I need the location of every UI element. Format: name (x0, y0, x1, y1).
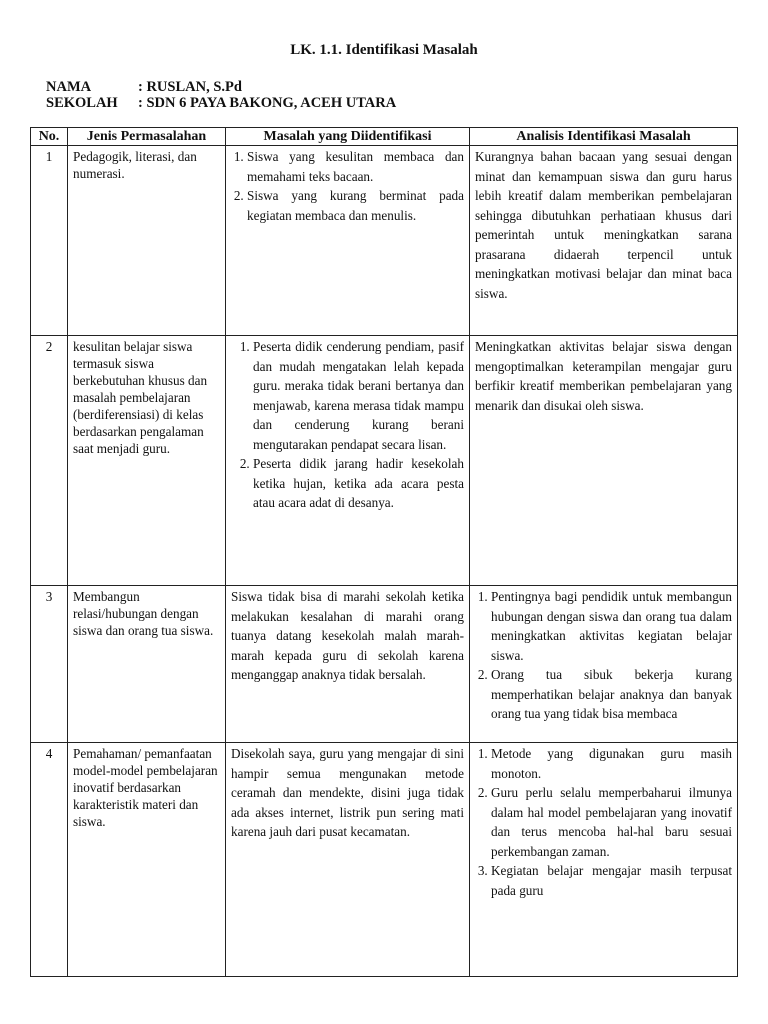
jenis-cell: Pedagogik, literasi, dan numerasi. (68, 146, 226, 336)
header-masalah: Masalah yang Diidentifikasi (226, 128, 470, 146)
nama-value: : RUSLAN, S.Pd (138, 79, 242, 95)
table-row (31, 586, 738, 743)
table-header-row (31, 128, 738, 146)
jenis-cell: Pemahaman/ pemanfaatan model-model pembelajaran inovatif berdasarkan karakteristik materi dan siswa. (68, 743, 226, 977)
identity-nama (46, 79, 242, 96)
list-item: 1. Siswa yang kesulitan membaca dan memahami teks bacaan. (247, 147, 464, 186)
analisis-cell (470, 743, 738, 977)
list-item: 1. Metode yang digunakan guru masih monoton. (491, 744, 732, 783)
row-number: 1 (31, 146, 68, 336)
identity-sekolah (46, 95, 396, 112)
list-item: 1. Pentingnya bagi pendidik untuk membangun hubungan dengan siswa dan orang tua dalam meningkatkan aktivitas kegiatan belajar siswa. (491, 587, 732, 665)
row-number: 3 (31, 586, 68, 743)
identification-table (30, 127, 738, 977)
masalah-cell (226, 336, 470, 586)
document-title: LK. 1.1. Identifikasi Masalah (290, 42, 478, 58)
jenis-cell: Membangun relasi/hubungan dengan siswa dan orang tua siswa. (68, 586, 226, 743)
header-jenis: Jenis Permasalahan (68, 128, 226, 146)
analisis-cell: Meningkatkan aktivitas belajar siswa dengan mengoptimalkan keterampilan mengajar guru berfikir kreatif memberikan pembelajaran yang menarik dan disukai oleh siswa. (470, 336, 738, 586)
list-item: 2. Siswa yang kurang berminat pada kegiatan membaca dan menulis. (247, 186, 464, 225)
analisis-cell: Kurangnya bahan bacaan yang sesuai dengan minat dan kemampuan siswa dan guru harus lebih kreatif dalam memberikan pembelajaran sehingga dibutuhkan perhatiaan khusus dari pemerintah untuk meningkatkan sarana prasarana didaerah terpencil untuk meningkatkan motivasi belajar dan minat baca siswa. (470, 146, 738, 336)
table-row (31, 146, 738, 336)
header-no: No. (31, 128, 68, 146)
table-row (31, 743, 738, 977)
row-number: 2 (31, 336, 68, 586)
masalah-cell (226, 146, 470, 336)
list-item: 2. Peserta didik jarang hadir kesekolah ketika hujan, ketika ada acara pesta atau acara adat di desanya. (253, 454, 464, 513)
list-item: 2. Orang tua sibuk bekerja kurang memperhatikan belajar anaknya dan banyak orang tua yang tidak bisa membaca (491, 665, 732, 724)
analisis-cell (470, 586, 738, 743)
sekolah-value: : SDN 6 PAYA BAKONG, ACEH UTARA (138, 95, 397, 111)
jenis-cell: kesulitan belajar siswa termasuk siswa berkebutuhan khusus dan masalah pembelajaran (berdiferensiasi) di kelas berdasarkan pengalaman saat menjadi guru. (68, 336, 226, 586)
nama-label: NAMA (46, 79, 92, 95)
list-item: 2. Guru perlu selalu memperbaharui ilmunya dalam hal model pembelajaran yang inovatif dan terus mencoba hal-hal baru sesuai perkembangan zaman. (491, 783, 732, 861)
list-item: 3. Kegiatan belajar mengajar masih terpusat pada guru (491, 861, 732, 900)
list-item: 1. Peserta didik cenderung pendiam, pasif dan mudah mengatakan lelah kepada guru. meraka tidak berani bertanya dan menjawab, karena merasa tidak mampu dan cenderung kurang berani mengutarakan pendapat secara lisan. (253, 337, 464, 454)
masalah-cell: Disekolah saya, guru yang mengajar di sini hampir semua mengunakan metode ceramah dan mendekte, disini juga tidak ada akses internet, listrik pun sering mati karena jauh dari pusat kecamatan. (226, 743, 470, 977)
sekolah-label: SEKOLAH (46, 95, 118, 111)
row-number: 4 (31, 743, 68, 977)
masalah-cell: Siswa tidak bisa di marahi sekolah ketika melakukan kesalahan di marahi orang tuanya datang kesekolah malah marah-marah kepada guru di sekolah karena menganggap anaknya tidak bersalah. (226, 586, 470, 743)
table-row (31, 336, 738, 586)
header-analisis: Analisis Identifikasi Masalah (470, 128, 738, 146)
